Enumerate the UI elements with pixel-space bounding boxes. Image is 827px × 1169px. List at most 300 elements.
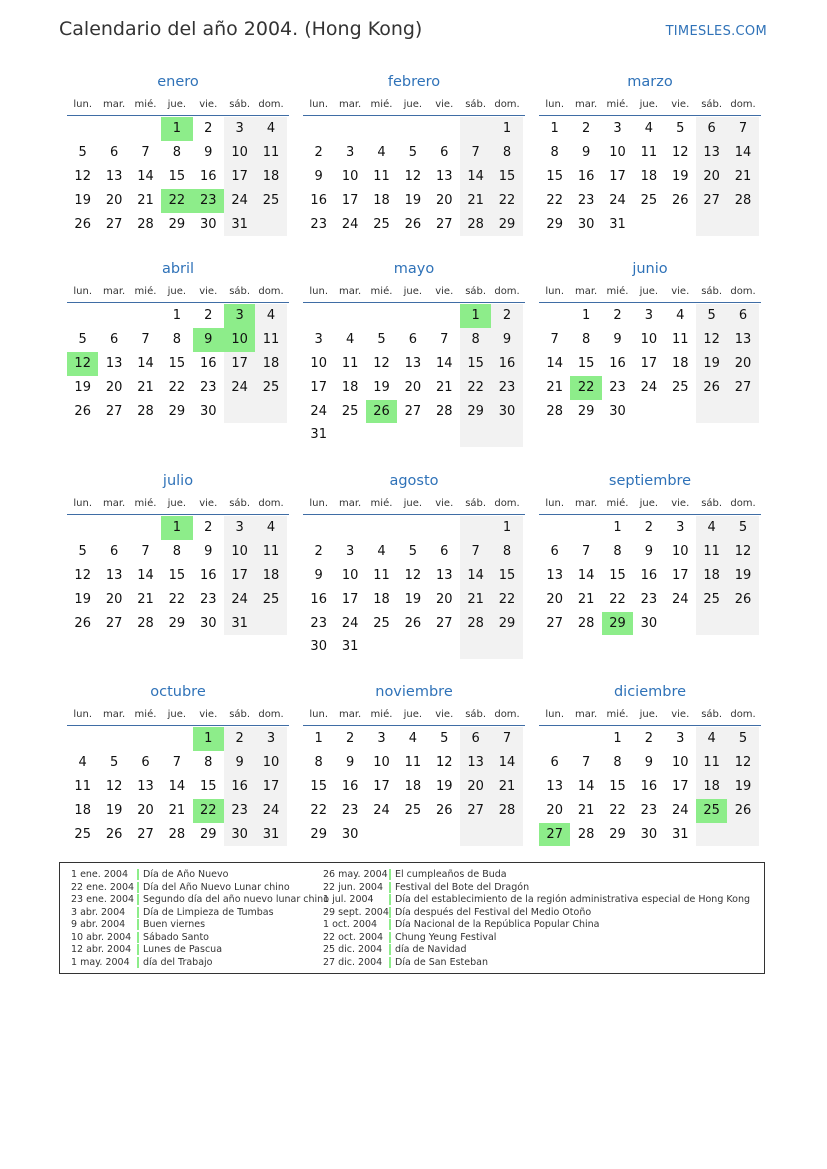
day-cell: 31 — [255, 823, 286, 847]
empty-day-cell — [570, 516, 601, 540]
day-cell: 18 — [373, 591, 390, 607]
day-cell: 6 — [460, 727, 491, 751]
day-cell: 18 — [696, 564, 727, 588]
day-cell: 18 — [671, 355, 689, 371]
empty-day-cell — [429, 823, 460, 847]
day-cell: 27 — [105, 615, 123, 631]
day-cell: 28 — [137, 403, 154, 419]
empty-day-cell — [696, 400, 727, 424]
day-cell: 11 — [404, 754, 422, 770]
holiday-marker — [389, 894, 391, 905]
month-marzo — [539, 72, 761, 236]
day-cell: 26 — [404, 615, 422, 631]
empty-day-cell — [397, 823, 428, 847]
month-name: julio — [162, 473, 194, 489]
holiday-entry — [323, 882, 750, 895]
empty-day-cell — [696, 213, 727, 237]
day-cell: 15 — [609, 567, 626, 583]
holiday-entry — [71, 882, 329, 895]
month-name: agosto — [389, 473, 439, 489]
empty-day-cell — [130, 516, 161, 540]
holiday-marker — [137, 882, 139, 893]
holiday-date: 3 abr. 2004 — [71, 906, 126, 918]
empty-day-cell — [130, 304, 161, 328]
weekday-label: jue. — [167, 286, 187, 297]
day-cell: 22 — [609, 591, 626, 607]
month-name: abril — [161, 261, 195, 277]
weekday-label: sáb. — [229, 709, 251, 720]
empty-day-cell — [303, 304, 334, 328]
holiday-day-cell: 1 — [161, 516, 192, 540]
day-cell: 31 — [224, 612, 255, 636]
day-cell: 26 — [435, 802, 453, 818]
holiday-day-cell: 27 — [539, 823, 570, 847]
weekday-label: jue. — [403, 99, 423, 110]
day-cell: 5 — [727, 516, 758, 540]
month-julio — [67, 471, 289, 635]
day-grid — [303, 116, 525, 236]
weekday-label: mié. — [370, 286, 393, 297]
empty-day-cell — [255, 213, 286, 237]
day-cell: 6 — [109, 144, 119, 160]
day-cell: 9 — [204, 144, 213, 160]
day-cell: 30 — [199, 216, 217, 232]
day-cell: 11 — [640, 144, 658, 160]
weekday-label: vie. — [435, 498, 454, 509]
day-cell: 4 — [408, 731, 417, 746]
month-name: septiembre — [608, 473, 692, 489]
day-cell: 14 — [577, 778, 595, 794]
weekday-label: lun. — [73, 498, 93, 509]
day-cell: 29 — [168, 216, 186, 232]
month-enero — [67, 72, 289, 236]
day-cell: 23 — [310, 615, 327, 631]
day-cell: 10 — [671, 543, 689, 559]
month-junio — [539, 259, 761, 423]
day-cell: 15 — [577, 355, 595, 371]
day-cell: 17 — [224, 352, 255, 376]
empty-day-cell — [570, 727, 601, 751]
day-cell: 28 — [491, 799, 522, 823]
weekday-header — [539, 94, 761, 116]
empty-day-cell — [727, 612, 758, 636]
month-name: mayo — [393, 261, 435, 277]
weekday-label: mar. — [338, 709, 362, 720]
day-cell: 23 — [341, 802, 359, 818]
weekday-label: mié. — [606, 709, 629, 720]
day-cell: 1 — [172, 308, 181, 323]
holiday-entry — [71, 932, 329, 945]
day-cell: 27 — [435, 615, 453, 631]
day-cell: 24 — [671, 591, 689, 607]
weekday-label: lun. — [545, 99, 565, 110]
day-cell: 19 — [373, 379, 390, 395]
holiday-name: El cumpleaños de Buda — [395, 869, 507, 880]
day-cell: 9 — [224, 751, 255, 775]
day-cell: 2 — [644, 731, 653, 746]
weekday-label: dom. — [494, 286, 520, 297]
page-title: Calendario del año 2004. (Hong Kong) — [59, 18, 423, 40]
holiday-entry — [323, 944, 750, 957]
day-cell: 19 — [696, 352, 727, 376]
weekday-label: jue. — [639, 99, 659, 110]
day-cell: 20 — [105, 379, 123, 395]
day-cell: 11 — [696, 751, 727, 775]
day-cell: 14 — [137, 567, 154, 583]
empty-day-cell — [255, 400, 286, 424]
day-cell: 19 — [105, 802, 123, 818]
day-cell: 29 — [609, 826, 626, 842]
day-cell: 2 — [204, 520, 213, 535]
day-cell: 10 — [310, 355, 327, 371]
empty-day-cell — [696, 612, 727, 636]
weekday-label: vie. — [435, 286, 454, 297]
empty-day-cell — [67, 304, 98, 328]
empty-day-cell — [366, 635, 397, 659]
day-cell: 12 — [404, 567, 422, 583]
empty-day-cell — [727, 400, 758, 424]
day-cell: 21 — [546, 379, 563, 395]
weekday-label: lun. — [73, 99, 93, 110]
holiday-date: 1 may. 2004 — [71, 956, 130, 968]
day-cell: 7 — [460, 141, 491, 165]
day-cell: 4 — [676, 308, 685, 323]
day-cell: 27 — [105, 216, 123, 232]
day-cell: 5 — [408, 144, 417, 160]
day-cell: 3 — [345, 543, 355, 559]
day-cell: 13 — [546, 567, 563, 583]
day-grid — [67, 726, 289, 846]
day-cell: 2 — [204, 308, 213, 323]
day-cell: 5 — [696, 304, 727, 328]
day-cell: 23 — [491, 376, 522, 400]
weekday-label: lun. — [73, 286, 93, 297]
weekday-label: mié. — [606, 99, 629, 110]
holiday-date: 22 jun. 2004 — [323, 881, 384, 893]
empty-day-cell — [539, 727, 570, 751]
day-cell: 2 — [613, 308, 622, 323]
day-cell: 7 — [727, 117, 758, 141]
day-cell: 17 — [341, 192, 359, 208]
holiday-day-cell: 12 — [67, 352, 98, 376]
day-cell: 6 — [440, 144, 449, 160]
day-cell: 16 — [640, 778, 658, 794]
holiday-marker — [137, 894, 139, 905]
weekday-label: jue. — [167, 498, 187, 509]
holiday-name: Día de Limpieza de Tumbas — [143, 906, 274, 918]
day-grid — [67, 116, 289, 236]
day-cell: 25 — [671, 379, 689, 395]
day-cell: 8 — [172, 144, 181, 160]
day-cell: 23 — [310, 216, 327, 232]
day-cell: 15 — [546, 168, 563, 184]
day-cell: 10 — [224, 540, 255, 564]
weekday-label: sáb. — [701, 709, 723, 720]
day-cell: 21 — [137, 192, 154, 208]
day-cell: 12 — [105, 778, 123, 794]
weekday-label: dom. — [494, 99, 520, 110]
day-cell: 4 — [78, 754, 87, 770]
day-cell: 9 — [314, 567, 323, 583]
empty-day-cell — [397, 117, 428, 141]
day-cell: 27 — [105, 403, 123, 419]
day-cell: 28 — [577, 826, 595, 842]
day-cell: 30 — [640, 826, 658, 842]
day-cell: 4 — [255, 304, 286, 328]
day-cell: 9 — [345, 754, 355, 770]
empty-day-cell — [665, 400, 696, 424]
day-grid — [539, 515, 761, 635]
day-cell: 17 — [224, 165, 255, 189]
weekday-label: vie. — [199, 498, 218, 509]
day-cell: 5 — [78, 331, 87, 347]
day-cell: 26 — [74, 216, 91, 232]
day-cell: 20 — [404, 379, 422, 395]
site-link[interactable]: TIMESLES.COM — [665, 24, 767, 39]
holiday-marker — [137, 944, 139, 955]
day-cell: 12 — [671, 144, 689, 160]
day-cell: 15 — [491, 165, 522, 189]
empty-day-cell — [303, 117, 334, 141]
day-cell: 15 — [168, 567, 186, 583]
empty-day-cell — [460, 823, 491, 847]
empty-day-cell — [460, 635, 491, 659]
holiday-day-cell: 29 — [602, 612, 633, 636]
empty-day-cell — [460, 516, 491, 540]
day-cell: 12 — [696, 328, 727, 352]
day-cell: 13 — [727, 328, 758, 352]
day-cell: 16 — [310, 591, 327, 607]
day-cell: 3 — [377, 731, 386, 746]
day-cell: 16 — [341, 778, 359, 794]
holiday-marker — [389, 882, 391, 893]
weekday-label: sáb. — [701, 99, 723, 110]
day-cell: 3 — [255, 727, 286, 751]
holiday-name: Día de Año Nuevo — [143, 869, 229, 880]
weekday-label: mar. — [338, 99, 362, 110]
day-cell: 29 — [168, 615, 186, 631]
weekday-label: jue. — [403, 286, 423, 297]
day-cell: 7 — [172, 754, 181, 770]
day-cell: 19 — [74, 192, 91, 208]
weekday-label: sáb. — [229, 99, 251, 110]
weekday-label: dom. — [494, 709, 520, 720]
day-cell: 14 — [137, 355, 154, 371]
day-cell: 19 — [74, 379, 91, 395]
day-cell: 8 — [613, 754, 622, 770]
day-cell: 27 — [435, 216, 453, 232]
day-cell: 24 — [640, 379, 658, 395]
day-cell: 8 — [491, 540, 522, 564]
holiday-date: 29 sept. 2004 — [323, 906, 389, 918]
day-cell: 20 — [727, 352, 758, 376]
month-name: marzo — [627, 74, 673, 90]
empty-day-cell — [161, 727, 192, 751]
day-cell: 10 — [671, 754, 689, 770]
holiday-name: Día de San Esteban — [395, 956, 488, 968]
holiday-entry — [323, 907, 750, 920]
day-cell: 7 — [491, 727, 522, 751]
holiday-entry — [323, 932, 750, 945]
holiday-marker — [137, 907, 139, 918]
empty-day-cell — [727, 213, 758, 237]
day-cell: 20 — [105, 192, 123, 208]
holiday-entry — [323, 894, 750, 907]
day-cell: 24 — [224, 376, 255, 400]
weekday-label: lun. — [309, 99, 329, 110]
day-cell: 5 — [727, 727, 758, 751]
day-cell: 13 — [696, 141, 727, 165]
weekday-label: vie. — [199, 286, 218, 297]
day-cell: 6 — [109, 543, 119, 559]
day-cell: 30 — [341, 826, 359, 842]
day-cell: 16 — [640, 567, 658, 583]
day-cell: 31 — [671, 826, 689, 842]
holiday-name: día de Navidad — [395, 944, 467, 955]
day-cell: 18 — [404, 778, 422, 794]
day-cell: 21 — [460, 588, 491, 612]
weekday-label: jue. — [167, 99, 187, 110]
day-cell: 14 — [727, 141, 758, 165]
day-cell: 6 — [550, 754, 559, 770]
holiday-day-cell: 22 — [161, 189, 192, 213]
empty-day-cell — [366, 423, 397, 447]
weekday-label: mar. — [102, 709, 126, 720]
day-cell: 25 — [696, 588, 727, 612]
day-cell: 19 — [404, 591, 422, 607]
month-octubre — [67, 682, 289, 846]
month-name: diciembre — [613, 684, 687, 700]
day-cell: 10 — [373, 754, 390, 770]
day-cell: 2 — [204, 121, 213, 136]
day-cell: 30 — [224, 823, 255, 847]
weekday-label: vie. — [671, 709, 690, 720]
day-cell: 12 — [74, 567, 91, 583]
day-cell: 25 — [640, 192, 658, 208]
day-cell: 22 — [491, 189, 522, 213]
day-cell: 17 — [310, 379, 327, 395]
weekday-label: vie. — [671, 286, 690, 297]
empty-day-cell — [491, 423, 522, 447]
day-cell: 21 — [577, 802, 595, 818]
day-cell: 9 — [613, 331, 622, 347]
day-cell: 9 — [581, 144, 591, 160]
holiday-marker — [137, 869, 139, 880]
day-cell: 28 — [460, 213, 491, 237]
empty-day-cell — [429, 117, 460, 141]
weekday-label: mar. — [338, 286, 362, 297]
day-cell: 19 — [727, 775, 758, 799]
weekday-header — [67, 493, 289, 515]
day-cell: 28 — [137, 615, 154, 631]
day-cell: 26 — [74, 615, 91, 631]
day-cell: 14 — [460, 165, 491, 189]
empty-day-cell — [98, 117, 129, 141]
holiday-date: 1 oct. 2004 — [323, 919, 378, 930]
day-cell: 14 — [491, 751, 522, 775]
empty-day-cell — [303, 516, 334, 540]
day-cell: 9 — [491, 328, 522, 352]
weekday-label: mar. — [574, 709, 598, 720]
day-cell: 17 — [671, 567, 689, 583]
empty-day-cell — [334, 304, 365, 328]
month-name: noviembre — [375, 684, 453, 700]
holiday-entry — [71, 957, 329, 970]
weekday-label: dom. — [258, 99, 284, 110]
holiday-day-cell: 9 — [193, 328, 224, 352]
day-cell: 22 — [546, 192, 563, 208]
weekday-header — [303, 94, 525, 116]
day-cell: 10 — [341, 168, 359, 184]
day-cell: 17 — [255, 775, 286, 799]
day-cell: 31 — [224, 213, 255, 237]
day-cell: 29 — [546, 216, 563, 232]
weekday-header — [67, 94, 289, 116]
empty-day-cell — [397, 635, 428, 659]
weekday-label: sáb. — [701, 286, 723, 297]
holiday-name: Día después del Festival del Medio Otoño — [395, 906, 592, 918]
weekday-label: vie. — [199, 709, 218, 720]
holiday-name: Buen viernes — [143, 919, 206, 930]
day-cell: 29 — [310, 826, 327, 842]
holiday-marker — [389, 957, 391, 968]
day-cell: 7 — [141, 543, 150, 559]
day-cell: 29 — [199, 826, 217, 842]
day-cell: 19 — [727, 564, 758, 588]
day-grid — [539, 116, 761, 236]
holiday-date: 23 ene. 2004 — [71, 894, 135, 905]
holiday-date: 1 ene. 2004 — [71, 869, 128, 880]
day-cell: 15 — [491, 564, 522, 588]
day-cell: 18 — [341, 379, 359, 395]
day-cell: 5 — [440, 731, 449, 746]
day-cell: 20 — [137, 802, 154, 818]
day-cell: 8 — [491, 141, 522, 165]
day-cell: 28 — [435, 403, 453, 419]
day-cell: 8 — [314, 754, 323, 770]
day-cell: 22 — [491, 588, 522, 612]
day-grid — [539, 303, 761, 423]
weekday-label: vie. — [435, 709, 454, 720]
empty-day-cell — [665, 213, 696, 237]
month-febrero — [303, 72, 525, 236]
day-cell: 4 — [255, 117, 286, 141]
day-cell: 1 — [491, 516, 522, 540]
day-cell: 25 — [404, 802, 422, 818]
holiday-marker — [389, 869, 391, 880]
holiday-date: 9 abr. 2004 — [71, 919, 126, 930]
day-cell: 12 — [404, 168, 422, 184]
weekday-header — [303, 281, 525, 303]
month-name: febrero — [387, 74, 441, 90]
day-cell: 4 — [644, 121, 653, 136]
weekday-label: mié. — [606, 498, 629, 509]
day-cell: 4 — [696, 516, 727, 540]
weekday-label: lun. — [545, 286, 565, 297]
day-cell: 7 — [440, 331, 449, 347]
weekday-label: mié. — [134, 286, 157, 297]
day-cell: 25 — [341, 403, 359, 419]
day-cell: 9 — [204, 543, 213, 559]
day-cell: 27 — [696, 189, 727, 213]
day-cell: 28 — [727, 189, 758, 213]
empty-day-cell — [130, 727, 161, 751]
day-cell: 18 — [255, 564, 286, 588]
day-cell: 1 — [491, 117, 522, 141]
weekday-label: sáb. — [465, 709, 487, 720]
day-cell: 26 — [105, 826, 123, 842]
day-cell: 20 — [435, 591, 453, 607]
